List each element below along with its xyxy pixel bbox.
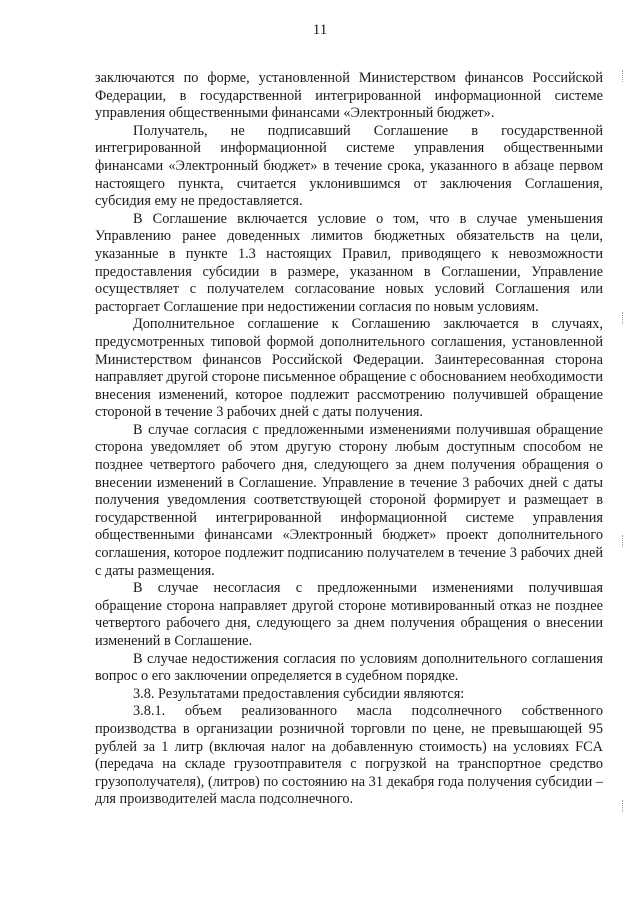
scan-margin-mark [622, 535, 626, 547]
page-number: 11 [312, 22, 328, 38]
paragraph-section-3-8-1: 3.8.1. объем реализованного масла подсолнечного собственного производства в организации розничной торговли по цене, не превышающей 95 рублей за 1 литр (включая налог на добавленную стоимость) на условиях FCA (передача на складе грузоотправителя с погрузкой на транспортное средство грузополучателя), (литров) по состоянию на 31 декабря года получения субсидии – для производителей масла подсолнечного. [95, 703, 603, 808]
scan-margin-mark [622, 800, 626, 812]
paragraph-continuation: заключаются по форме, установленной Министерством финансов Российской Федерации, в государственной интегрированной информационной системе управления общественными финансами «Электронный бюджет». [95, 70, 603, 122]
scan-margin-mark [622, 70, 626, 82]
paragraph-consent-case: В случае согласия с предложенными изменениями получившая обращение сторона уведомляет об этом другую сторону любым доступным способом не позднее четвертого рабочего дня, следующего за днем получения обращения о внесении изменений в Соглашение. Управление в течение 3 рабочих дней с даты получения уведомления соответствующей стороной формирует и размещает в государственной интегрированной информационной системе управления общественными финансами «Электронный бюджет» проект дополнительного соглашения, которое подлежит подписанию получателем в течение 3 рабочих дней с даты размещения. [95, 421, 603, 579]
scan-margin-mark [622, 312, 626, 324]
paragraph-limits-reduction: В Соглашение включается условие о том, что в случае уменьшения Управлению ранее доведенных лимитов бюджетных обязательств на цели, указанные в пункте 1.3 настоящих Правил, приводящего к невозможности предоставления субсидии в размере, указанном в Соглашении, Управление осуществляет с получателем согласование новых условий Соглашения или расторгает Соглашение при недостижении согласия по новым условиям. [95, 210, 603, 315]
paragraph-court-procedure: В случае недостижения согласия по условиям дополнительного соглашения вопрос о его заключении определяется в судебном порядке. [95, 650, 603, 685]
paragraph-disagreement-case: В случае несогласия с предложенными изменениями получившая обращение сторона направляет другой стороне мотивированный отказ не позднее четвертого рабочего дня, следующего за днем получения обращения о внесении изменений в Соглашение. [95, 580, 603, 649]
paragraph-additional-agreement: Дополнительное соглашение к Соглашению заключается в случаях, предусмотренных типовой формой дополнительного соглашения, установленной Министерством финансов Российской Федерации. Заинтересованная сторона направляет другой стороне письменное обращение с обоснованием необходимости внесения изменений, которое подлежит рассмотрению получившей обращение стороной в течение 3 рабочих дней с даты получения. [95, 316, 603, 421]
paragraph-section-3-8: 3.8. Результатами предоставления субсидии являются: [133, 685, 465, 702]
document-body [95, 70, 603, 809]
paragraph-unsigned-recipient: Получатель, не подписавший Соглашение в государственной интегрированной информационной системе управления общественными финансами «Электронный бюджет» в течение срока, указанного в абзаце первом настоящего пункта, считается уклонившимся от заключения Соглашения, субсидия ему не предоставляется. [95, 122, 603, 210]
